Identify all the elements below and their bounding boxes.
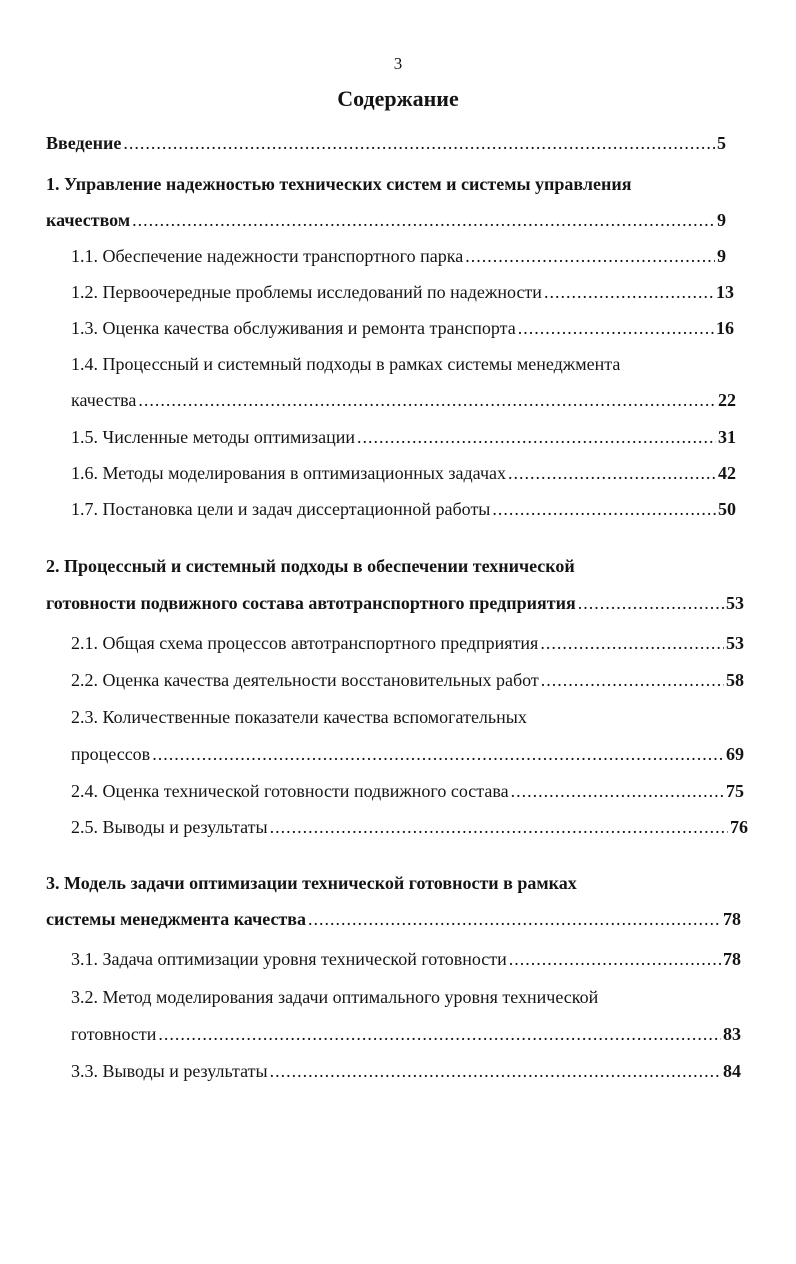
dot-leader: [158, 1021, 721, 1047]
dot-leader: [152, 741, 724, 767]
toc-entry-text: 2.1. Общая схема процессов автотранспортного предприятия: [71, 633, 539, 653]
dot-leader: [541, 667, 724, 693]
toc-entry-text: 1.3. Оценка качества обслуживания и ремонта транспорта: [71, 318, 516, 338]
toc-entry-page: 69: [726, 744, 744, 764]
toc-entry-text: готовности подвижного состава автотранспортного предприятия: [46, 593, 576, 613]
toc-entry-text: 1.6. Методы моделирования в оптимизационных задачах: [71, 463, 506, 483]
toc-entry: [46, 906, 741, 932]
toc-entry: [71, 741, 744, 767]
dot-leader: [509, 946, 721, 972]
dot-leader: [308, 906, 721, 932]
toc-entry-page: 53: [726, 633, 744, 653]
toc-entry: [71, 243, 726, 269]
toc-entry-text: системы менеджмента качества: [46, 909, 306, 929]
dot-leader: [357, 424, 716, 450]
dot-leader: [270, 1058, 721, 1084]
toc-entry: [46, 870, 577, 896]
toc-entry-text: 3.1. Задача оптимизации уровня технической готовности: [71, 949, 507, 969]
toc-entry-text: 2.5. Выводы и результаты: [71, 817, 268, 837]
toc-entry-page: 9: [717, 246, 726, 266]
dot-leader: [578, 590, 724, 616]
page-title: Содержание: [337, 86, 459, 111]
toc-entry: [71, 946, 741, 972]
toc-entry-text: 1.4. Процессный и системный подходы в рамках системы менеджмента: [71, 354, 621, 374]
toc-entry-text: 1.2. Первоочередные проблемы исследований по надежности: [71, 282, 542, 302]
toc-entry: [71, 387, 736, 413]
toc-entry-page: 75: [726, 781, 744, 801]
toc-entry-page: 84: [723, 1061, 741, 1081]
toc-entry-page: 78: [723, 909, 741, 929]
toc-entry: [46, 171, 631, 197]
toc-entry: [71, 315, 734, 341]
toc-entry-text: качеством: [46, 210, 131, 230]
toc-entry-text: качества: [71, 390, 137, 410]
toc-entry-page: 50: [718, 499, 736, 519]
toc-entry: [71, 1058, 741, 1084]
toc-entry-text: 1. Управление надежностью технических систем и системы управления: [46, 174, 632, 194]
toc-entry-page: 58: [726, 670, 744, 690]
toc-entry: [46, 130, 726, 156]
toc-entry-text: 1.7. Постановка цели и задач диссертационной работы: [71, 499, 491, 519]
dot-leader: [132, 207, 715, 233]
toc-entry-page: 78: [723, 949, 741, 969]
toc-entry: [46, 553, 575, 579]
toc-entry-page: 83: [723, 1024, 741, 1044]
toc-entry-text: 2.4. Оценка технической готовности подвижного состава: [71, 781, 509, 801]
toc-entry-page: 16: [716, 318, 734, 338]
toc-entry: [71, 496, 736, 522]
dot-leader: [511, 778, 724, 804]
toc-entry-text: 2.2. Оценка качества деятельности восстановительных работ: [71, 670, 539, 690]
toc-entry: [71, 351, 620, 377]
toc-entry: [71, 424, 736, 450]
toc-entry-page: 5: [717, 133, 726, 153]
toc-entry-page: 22: [718, 390, 736, 410]
toc-entry: [71, 778, 744, 804]
toc-entry-page: 42: [718, 463, 736, 483]
toc-entry-page: 53: [726, 593, 744, 613]
toc-entry: [71, 984, 598, 1010]
toc-entry-text: 3.3. Выводы и результаты: [71, 1061, 268, 1081]
toc-entry-text: Введение: [46, 133, 122, 153]
toc-entry-page: 13: [716, 282, 734, 302]
toc-entry-text: 2. Процессный и системный подходы в обеспечении технической: [46, 556, 575, 576]
toc-entry-page: 76: [730, 817, 748, 837]
toc-entry: [71, 1021, 741, 1047]
dot-leader: [492, 496, 716, 522]
toc-entry-text: готовности: [71, 1024, 157, 1044]
dot-leader: [123, 130, 715, 156]
dot-leader: [270, 814, 728, 840]
page-number: 3: [393, 54, 403, 73]
toc-entry-text: процессов: [71, 744, 151, 764]
toc-entry-text: 3.2. Метод моделирования задачи оптимального уровня технической: [71, 987, 599, 1007]
toc-entry-page: 9: [717, 210, 726, 230]
dot-leader: [465, 243, 715, 269]
dot-leader: [518, 315, 714, 341]
toc-entry-text: 1.1. Обеспечение надежности транспортного парка: [71, 246, 464, 266]
toc-entry: [71, 814, 748, 840]
toc-entry-text: 2.3. Количественные показатели качества вспомогательных: [71, 707, 527, 727]
toc-entry: [46, 207, 726, 233]
toc-entry: [71, 279, 734, 305]
toc-entry: [71, 630, 744, 656]
toc-entry: [71, 667, 744, 693]
dot-leader: [544, 279, 714, 305]
toc-entry: [71, 460, 736, 486]
dot-leader: [540, 630, 724, 656]
toc-entry-page: 31: [718, 427, 736, 447]
dot-leader: [138, 387, 716, 413]
toc-entry-text: 1.5. Численные методы оптимизации: [71, 427, 356, 447]
toc-entry: [46, 590, 744, 616]
toc-entry-text: 3. Модель задачи оптимизации технической готовности в рамках: [46, 873, 577, 893]
dot-leader: [508, 460, 716, 486]
toc-entry: [71, 704, 527, 730]
